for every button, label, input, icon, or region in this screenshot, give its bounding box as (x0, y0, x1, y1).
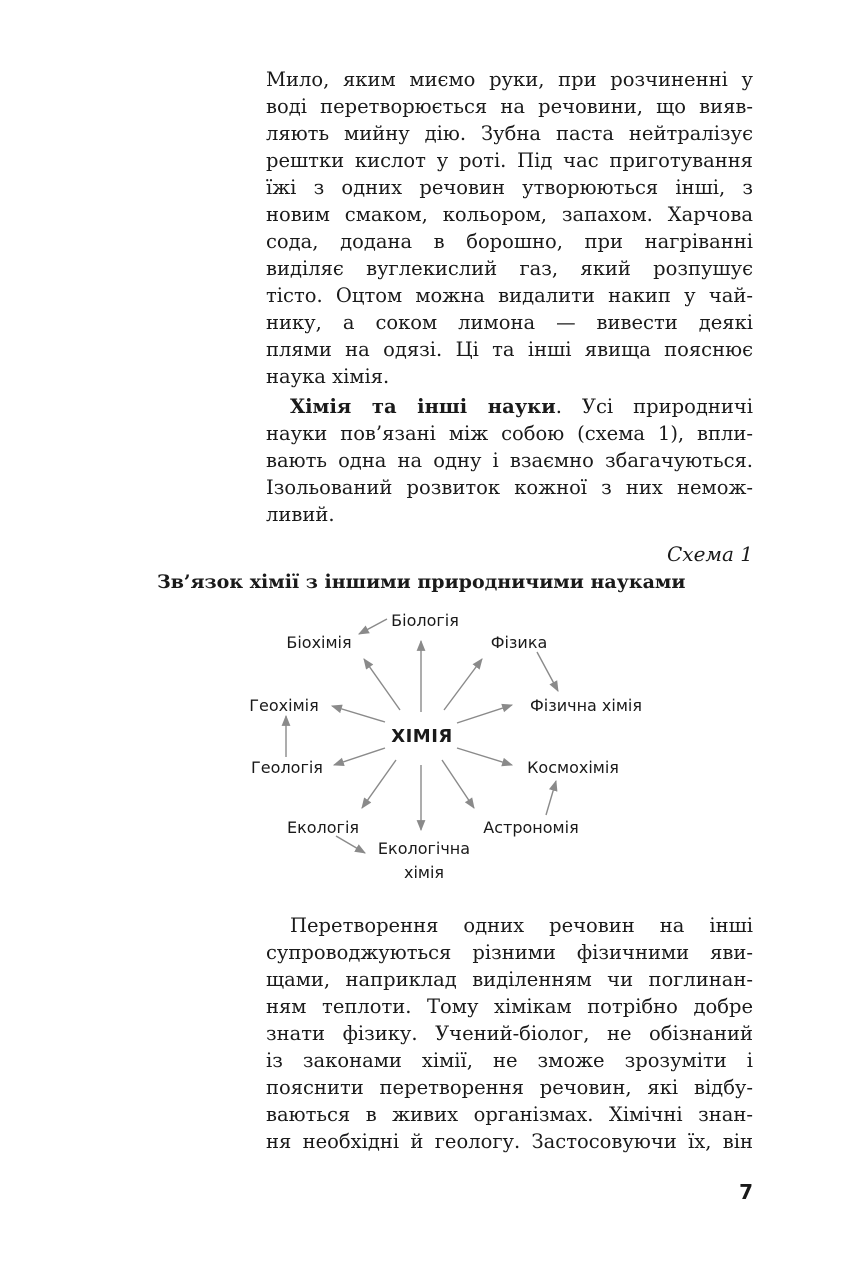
node-cosmochemistry: Космохімія (527, 758, 619, 777)
arrow-physics-to-physical-chemistry (537, 652, 558, 691)
paragraph2-first-line-rest: . Усі природничі (555, 395, 753, 418)
paragraph1-line: виділяє вуглекислий газ, який розпушує (266, 257, 753, 280)
arrow-to-geology (334, 748, 385, 765)
paragraph3-line: ня необхідні й геологу. Застосовуючи їх, він (266, 1130, 753, 1153)
node-geology: Геологія (251, 758, 323, 777)
node-ecology: Екологія (286, 818, 360, 837)
node-biochemistry: Біохімія (286, 633, 352, 652)
node-ecological-chemistry-line2: хімія (403, 863, 445, 882)
arrow-astronomy-to-cosmochemistry (546, 781, 556, 815)
paragraph1-line: наука хімія. (266, 365, 390, 388)
arrow-to-physics (444, 659, 482, 710)
paragraph1-line: рештки кислот у роті. Під час приготування (266, 149, 753, 172)
paragraph3-line: із законами хімії, не зможе зрозуміти і (266, 1049, 753, 1072)
arrow-biology-to-biochemistry (359, 619, 387, 634)
paragraph1-line: тісто. Оцтом можна видалити накип у чай- (266, 284, 753, 307)
node-chemistry: ХІМІЯ (391, 726, 453, 747)
arrow-to-ecology (362, 760, 396, 808)
diagram-title: Зв’язок хімії з іншими природничими науками (157, 571, 686, 593)
arrow-to-astronomy (442, 760, 474, 808)
paragraph3-line: пояснити перетворення речовин, які відбу- (266, 1076, 753, 1099)
node-astronomy: Астрономія (483, 818, 579, 837)
node-physics: Фізика (490, 633, 548, 652)
page-number: 7 (739, 1180, 753, 1204)
paragraph3-line: Перетворення одних речовин на інші (290, 914, 753, 937)
paragraph1-line: сода, додана в борошно, при нагріванні (266, 230, 753, 253)
paragraph1-line: воді перетворюється на речовини, що вияв- (266, 95, 753, 118)
node-biology: Біологія (391, 611, 459, 630)
arrow-to-biochemistry (364, 659, 400, 710)
paragraph3-line: ваються в живих організмах. Хімічні знан- (266, 1103, 753, 1126)
paragraph1-line: плями на одязі. Ці та інші явища пояснює (266, 338, 753, 361)
paragraph1-line: їжі з одних речовин утворюються інші, з (266, 176, 753, 199)
node-geochemistry: Геохімія (249, 696, 319, 715)
paragraph3-line: супроводжуються різними фізичними яви- (266, 941, 753, 964)
paragraph2-line: вають одна на одну і взаємно збагачуються. (266, 449, 753, 472)
section-heading-inline: Хімія та інші науки (290, 395, 556, 418)
paragraph3-line: ням теплоти. Тому хімікам потрібно добре (266, 995, 753, 1018)
paragraph1-line: Мило, яким миємо руки, при розчиненні у (266, 68, 753, 91)
paragraph2-line: Ізольований розвиток кожної з них немож- (266, 476, 753, 499)
node-physical-chemistry: Фізична хімія (530, 696, 642, 715)
paragraph3-line: знати фізику. Учений-біолог, не обізнаний (266, 1022, 753, 1045)
arrow-ecology-to-ecological-chemistry (336, 836, 365, 853)
paragraph1-line: ляють мийну дію. Зубна паста нейтралізує (266, 122, 753, 145)
arrow-to-geochemistry (332, 706, 385, 722)
paragraph1-line: новим смаком, кольором, запахом. Харчова (266, 203, 753, 226)
node-ecological-chemistry-line1: Екологічна (377, 839, 471, 858)
paragraph2-line: ливий. (266, 503, 335, 526)
schema-label: Схема 1 (666, 542, 753, 566)
arrow-to-physical-chemistry (457, 705, 512, 723)
paragraph1-line: нику, а соком лимона — вивести деякі (266, 311, 753, 334)
paragraph3-line: щами, наприклад виділенням чи поглинан- (266, 968, 753, 991)
paragraph2-line: науки пов’язані між собою (схема 1), впли- (266, 422, 753, 445)
arrow-to-cosmochemistry (457, 748, 512, 765)
